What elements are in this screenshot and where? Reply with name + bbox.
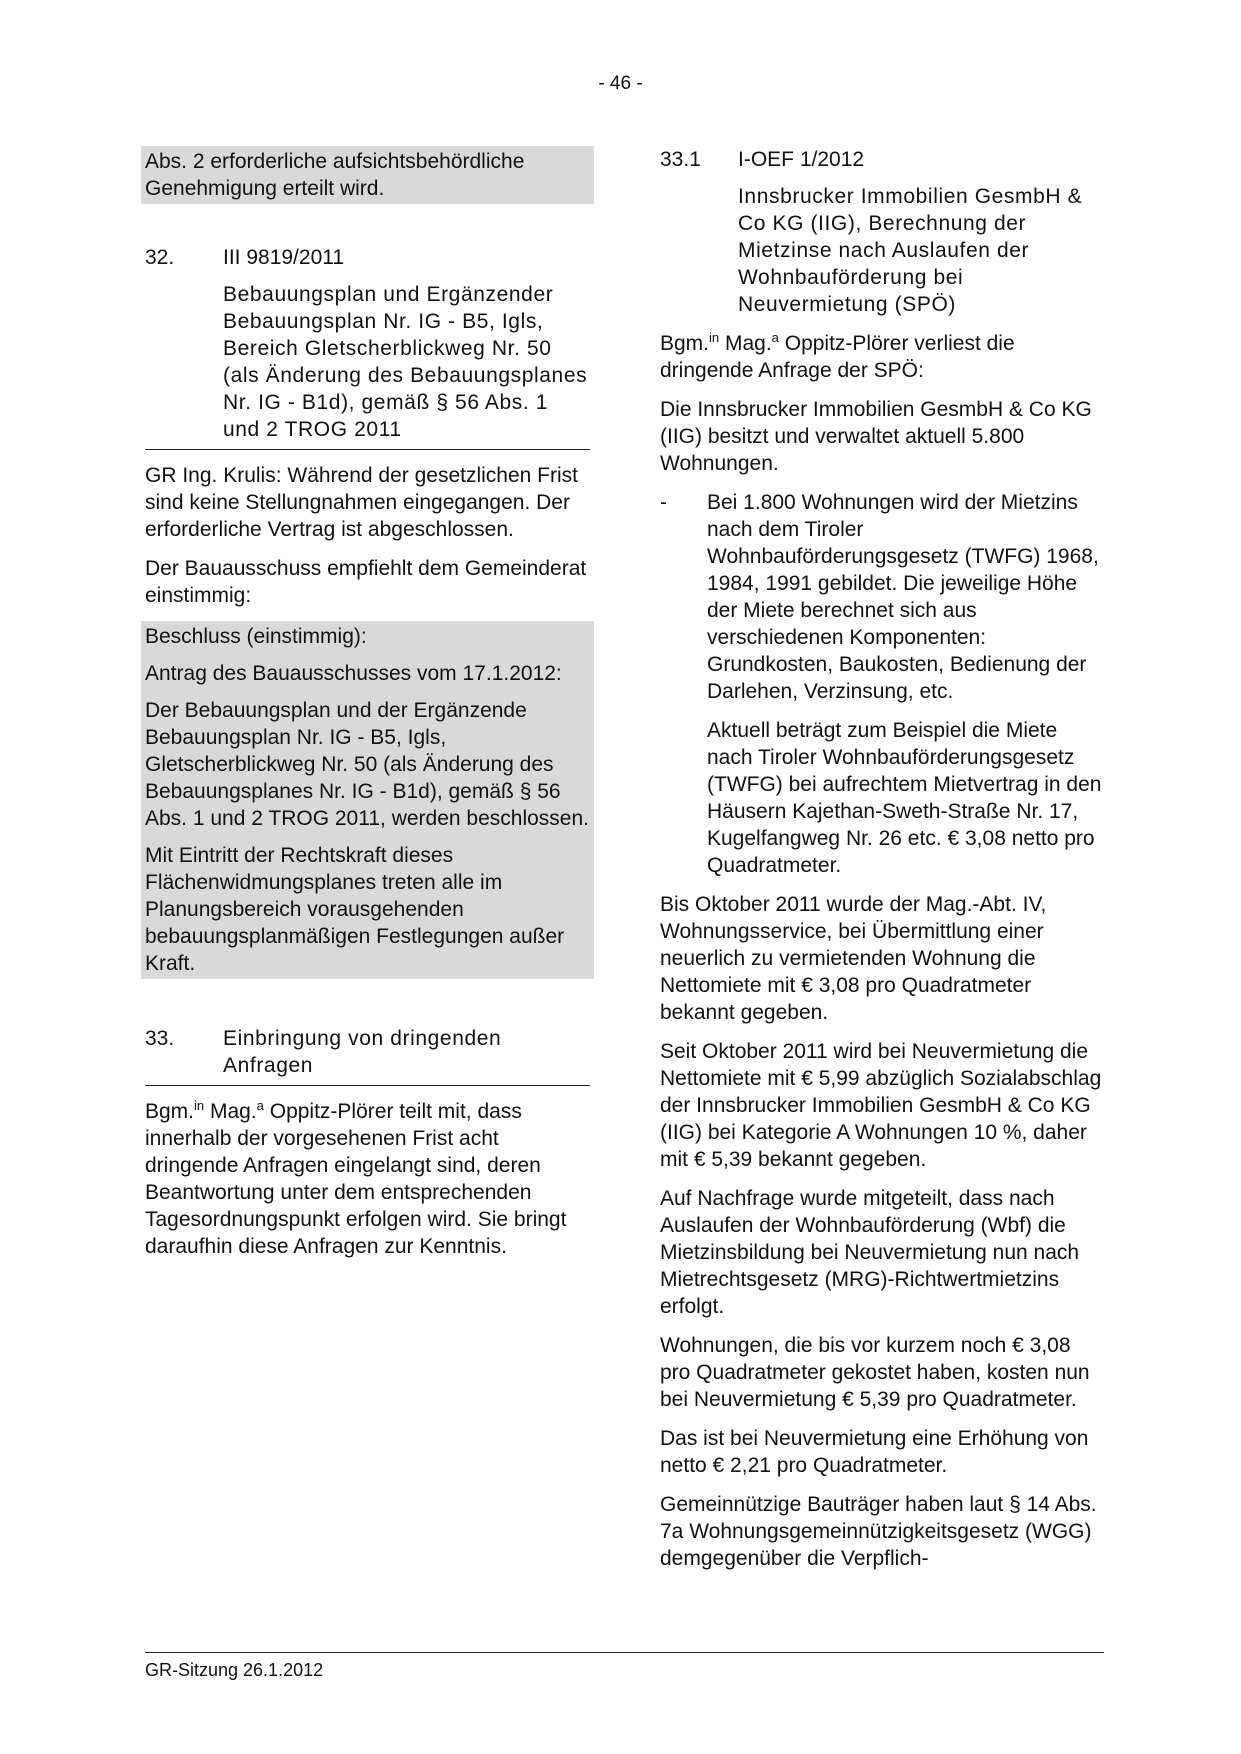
item-32-subject: Bebauungsplan und Ergänzender Bebauungsplan Nr. IG - B5, Igls, Bereich Gletscherblickweg Nr. 50 (als Änderung des Bebauungsplanes Nr. IG - B1d), gemäß § 56 Abs. 1 und 2 TROG 2011 xyxy=(145,281,590,450)
paragraph-increase: Das ist bei Neuvermietung eine Erhöhung von netto € 2,21 pro Quadratmeter. xyxy=(660,1427,1089,1477)
item-33-1-ref: I-OEF 1/2012 xyxy=(738,148,865,171)
page-number: - 46 - xyxy=(598,73,643,94)
paragraph-current-rent: Aktuell beträgt zum Beispiel die Miete nach Tiroler Wohnbauförderungsgesetz (TWFG) bei aufrechtem Mietvertrag in den Häusern Kajethan-Sweth-Straße Nr. 17, Kugelfangweg Nr. 26 etc. € 3,08 netto pro Quadratmeter. xyxy=(707,719,1102,877)
title-suffix-a: a xyxy=(771,330,779,345)
title-suffix-a: a xyxy=(256,1098,264,1113)
footer-session-date: GR-Sitzung 26.1.2012 xyxy=(145,1660,324,1680)
title-mag: Mag. xyxy=(719,332,772,355)
item-33-1-number: 33.1 xyxy=(660,148,701,171)
item-33-1-intro xyxy=(660,330,1104,384)
item-33-statement-text: Oppitz-Plörer teilt mit, dass innerhalb der vorgesehenen Frist acht dringende Anfragen eingelangt sind, deren Beantwortung unter dem entsprechenden Tagesordnungspunkt erfolgen wird. Sie bringt daraufhin diese Anfragen zur Kenntnis. xyxy=(145,1100,567,1258)
item-33-number: 33. xyxy=(145,1027,175,1050)
title-bgm: Bgm. xyxy=(145,1100,195,1123)
continued-text: Abs. 2 erforderliche aufsichtsbehördliche Genehmigung erteilt wird. xyxy=(145,150,525,200)
title-bgm: Bgm. xyxy=(660,332,710,355)
paragraph-until-october: Bis Oktober 2011 wurde der Mag.-Abt. IV, Wohnungsservice, bei Übermittlung einer neuerlich zu vermietenden Wohnung die Nettomiete mit € 3,08 pro Quadratmeter bekannt gegeben. xyxy=(660,893,1047,1024)
item-32-number: 32. xyxy=(145,246,175,269)
agenda-item-33 xyxy=(145,1025,590,1260)
item-33-subject: Einbringung von dringenden Anfragen xyxy=(223,1027,502,1077)
item-32-ref: III 9819/2011 xyxy=(223,246,345,269)
paragraph-inquiry: Auf Nachfrage wurde mitgeteilt, dass nach Auslaufen der Wohnbauförderung (Wbf) die Mietzinsbildung bei Neuvermietung nun nach Mietrechtsgesetz (MRG)-Richtwertmietzins erfolgt. xyxy=(660,1187,1080,1318)
resolution-motion: Antrag des Bauausschusses vom 17.1.2012: xyxy=(145,662,562,685)
paragraph-iig-holdings: Die Innsbrucker Immobilien GesmbH & Co KG (IIG) besitzt und verwaltet aktuell 5.800 Wohnungen. xyxy=(660,398,1092,475)
right-column xyxy=(660,146,1104,1584)
item-33-statement xyxy=(145,1098,590,1260)
footer-divider xyxy=(145,1652,1104,1653)
item-32-recommendation: Der Bauausschuss empfiehlt dem Gemeinderat einstimmig: xyxy=(145,557,587,607)
item-33-1-intro-text: Oppitz-Plörer verliest die dringende Anfrage der SPÖ: xyxy=(660,332,1015,382)
title-mag: Mag. xyxy=(204,1100,257,1123)
continued-resolution-box xyxy=(141,146,594,204)
paragraph-since-october: Seit Oktober 2011 wird bei Neuvermietung die Nettomiete mit € 5,99 abzüglich Sozialabschlag der Innsbrucker Immobilien GesmbH & Co KG (IIG) bei Kategorie A Wohnungen 10 %, daher mit € 5,39 bekannt gegeben. xyxy=(660,1040,1102,1171)
item-32-resolution-box xyxy=(141,621,594,979)
item-32-statement: GR Ing. Krulis: Während der gesetzlichen Frist sind keine Stellungnahmen eingegangen. Der erforderliche Vertrag ist abgeschlossen. xyxy=(145,464,579,541)
left-column xyxy=(145,146,590,1272)
resolution-effect: Mit Eintritt der Rechtskraft dieses Flächenwidmungsplanes treten alle im Planungsbereich vorausgehenden bebauungsplanmäßigen Festlegungen außer Kraft. xyxy=(145,844,565,975)
dash-marker: - xyxy=(660,491,667,514)
paragraph-nonprofit: Gemeinnützige Bauträger haben laut § 14 Abs. 7a Wohnungsgemeinnützigkeitsgesetz (WGG) demgegenüber die Verpflich- xyxy=(660,1493,1097,1570)
item-33-1-subject: Innsbrucker Immobilien GesmbH & Co KG (IIG), Berechnung der Mietzinse nach Auslaufen der Wohnbauförderung bei Neuvermietung (SPÖ) xyxy=(738,185,1083,316)
resolution-heading: Beschluss (einstimmig): xyxy=(145,625,367,648)
dash-item-text: Bei 1.800 Wohnungen wird der Mietzins nach dem Tiroler Wohnbauförderungsgesetz (TWFG) 1968, 1984, 1991 gebildet. Die jeweilige Höhe der Miete berechnet sich aus verschiedenen Komponenten: Grundkosten, Baukosten, Bedienung der Darlehen, Verzinsung, etc. xyxy=(707,491,1099,703)
agenda-item-32 xyxy=(145,244,590,979)
title-suffix-in: in xyxy=(194,1098,205,1113)
resolution-text: Der Bebauungsplan und der Ergänzende Bebauungsplan Nr. IG - B5, Igls, Gletscherblickweg Nr. 50 (als Änderung des Bebauungsplanes Nr. IG - B1d), gemäß § 56 Abs. 1 und 2 TROG 2011, werden beschlossen. xyxy=(145,699,589,830)
title-suffix-in: in xyxy=(709,330,720,345)
paragraph-cost-change: Wohnungen, die bis vor kurzem noch € 3,08 pro Quadratmeter gekostet haben, kosten nun bei Neuvermietung € 5,39 pro Quadratmeter. xyxy=(660,1334,1090,1411)
dash-list-item xyxy=(660,489,1104,705)
